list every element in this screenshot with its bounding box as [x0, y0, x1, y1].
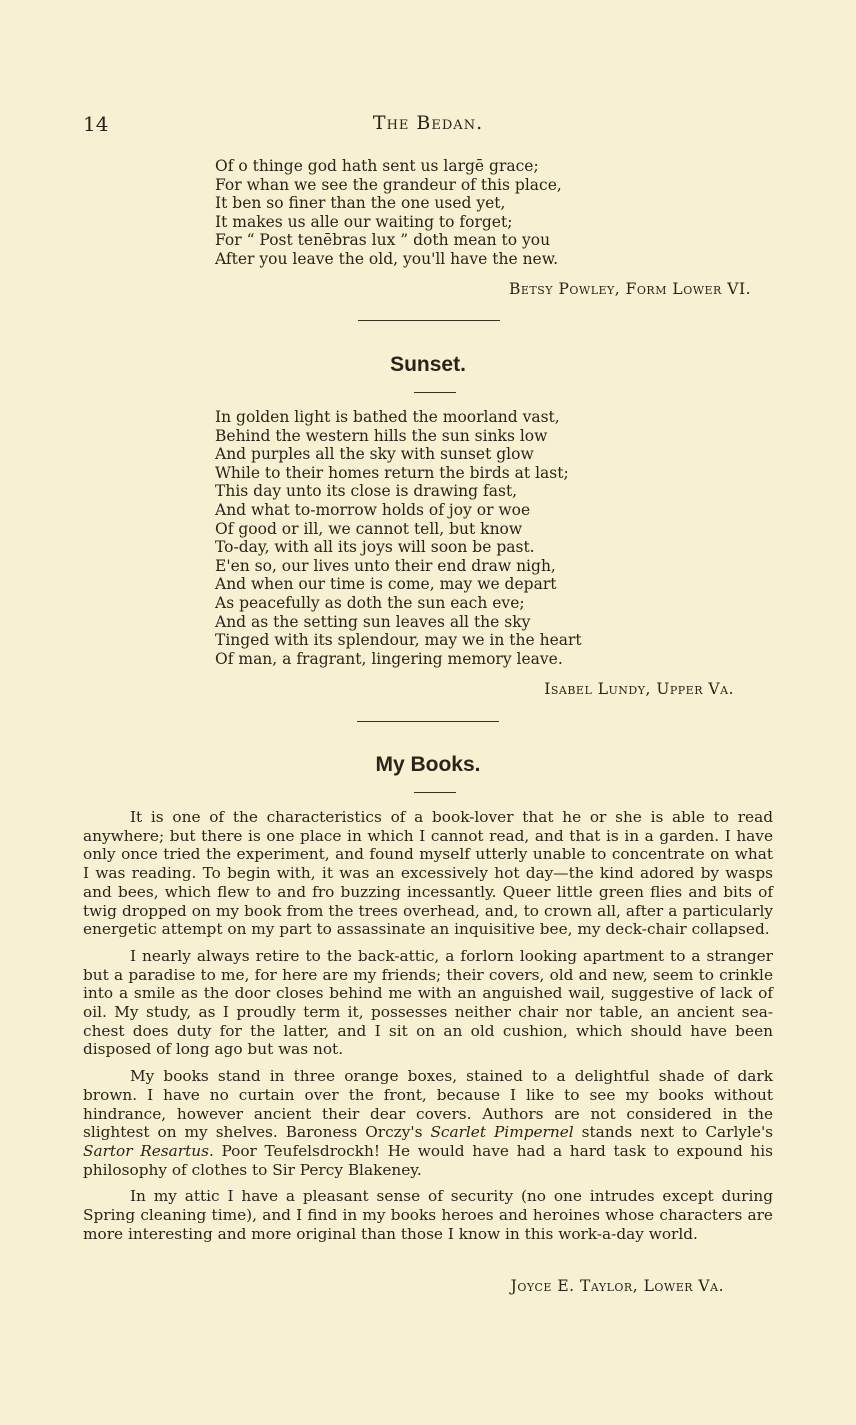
poem-line: Of good or ill, we cannot tell, but know — [215, 519, 523, 538]
book-title: Sartor Resartus. — [83, 1141, 214, 1160]
text-run: stands next to Carlyle's — [581, 1123, 773, 1142]
poem-line: Of o thinge god hath sent us largē grace; — [215, 157, 539, 175]
section-divider — [358, 320, 500, 321]
author-byline: Isabel Lundy, Upper Va. — [544, 680, 734, 698]
poem-line: While to their homes return the birds at last; — [215, 463, 569, 482]
poem-line: As peacefully as doth the sun each eve; — [215, 593, 525, 612]
paragraph: In my attic I have a pleasant sense of security (no one intrudes except during Spring cleaning time), and I find in my books heroes and heroines whose characters are more interesting and more original than those I know in this work-a-day world. — [83, 1187, 773, 1243]
poem-line: To-day, with all its joys will soon be past. — [215, 538, 535, 557]
page-number: 14 — [83, 112, 109, 136]
essay-body — [83, 808, 773, 1251]
poem-line: Of man, a fragrant, lingering memory leave. — [215, 649, 563, 668]
paragraph: It is one of the characteristics of a book-lover that he or she is able to read anywhere; but there is one place in which I cannot read, and that is in a garden. I have only once tried the experiment, and found myself utterly unable to concentrate on what I was reading. To begin with, it was an excessively hot day—the kind adored by wasps and bees, which flew to and fro buzzing incessantly. Queer little green flies and bits of twig dropped on my book from the trees overhead, and, to crown all, after a particularly energetic attempt on my part to assassinate an inquisitive bee, my deck-chair collapsed. — [83, 808, 773, 939]
poem-line: Tinged with its splendour, may we in the heart — [215, 631, 582, 650]
paragraph: I nearly always retire to the back-attic, a forlorn looking apartment to a stranger but a paradise to me, for here are my friends; their covers, old and new, seem to crinkle into a smile as the door closes behind me with an anguished wail, suggestive of lack of oil. My study, as I proudly term it, possesses neither chair nor table, an ancient sea-chest does duty for the latter, and I sit on an old cushion, which should have been disposed of long ago but was not. — [83, 946, 773, 1059]
poem-line: And as the setting sun leaves all the sky — [215, 612, 531, 631]
author-byline: Betsy Powley, Form Lower VI. — [508, 280, 751, 298]
poem-line: After you leave the old, you'll have the new. — [215, 249, 559, 268]
poem-line: It ben so finer than the one used yet, — [215, 194, 506, 213]
poem-line: E'en so, our lives unto their end draw nigh, — [215, 556, 556, 575]
poem-line: In golden light is bathed the moorland vast, — [215, 408, 560, 426]
sunset-poem — [215, 408, 582, 668]
poem-line: For whan we see the grandeur of this place, — [215, 175, 562, 194]
poem-stanza — [215, 157, 562, 269]
poem-line: For “ Post tenēbras lux ” doth mean to you — [215, 231, 551, 250]
paragraph — [83, 1067, 773, 1179]
poem-line: And purples all the sky with sunset glow — [215, 445, 534, 464]
section-title: My Books. — [375, 753, 481, 776]
running-title: The Bedan. — [372, 112, 484, 134]
text-run: Poor Teufelsdrockh! He would have had a hard task to expound his philosophy of clothes to Sir Percy Blakeney. — [83, 1141, 773, 1179]
book-title: Scarlet Pimpernel — [430, 1123, 574, 1142]
poem-line: This day unto its close is drawing fast, — [215, 482, 518, 501]
title-underline — [414, 792, 456, 793]
poem-line: It makes us alle our waiting to forget; — [215, 212, 513, 231]
title-underline — [414, 392, 456, 393]
text-run: My books stand in three orange boxes, stained to a delightful shade of dark brown. I have no curtain over the front, because I like to see my books without hindrance, however ancient their dear covers. Authors are not considered in the slightest on my shelves. Baroness Orczy's — [83, 1067, 773, 1142]
poem-line: And what to-morrow holds of joy or woe — [215, 500, 531, 519]
author-byline: Joyce E. Taylor, Lower Va. — [510, 1277, 724, 1295]
poem-line: Behind the western hills the sun sinks low — [215, 426, 548, 445]
section-title: Sunset. — [390, 353, 466, 376]
section-divider — [357, 721, 499, 722]
poem-line: And when our time is come, may we depart — [215, 575, 557, 594]
